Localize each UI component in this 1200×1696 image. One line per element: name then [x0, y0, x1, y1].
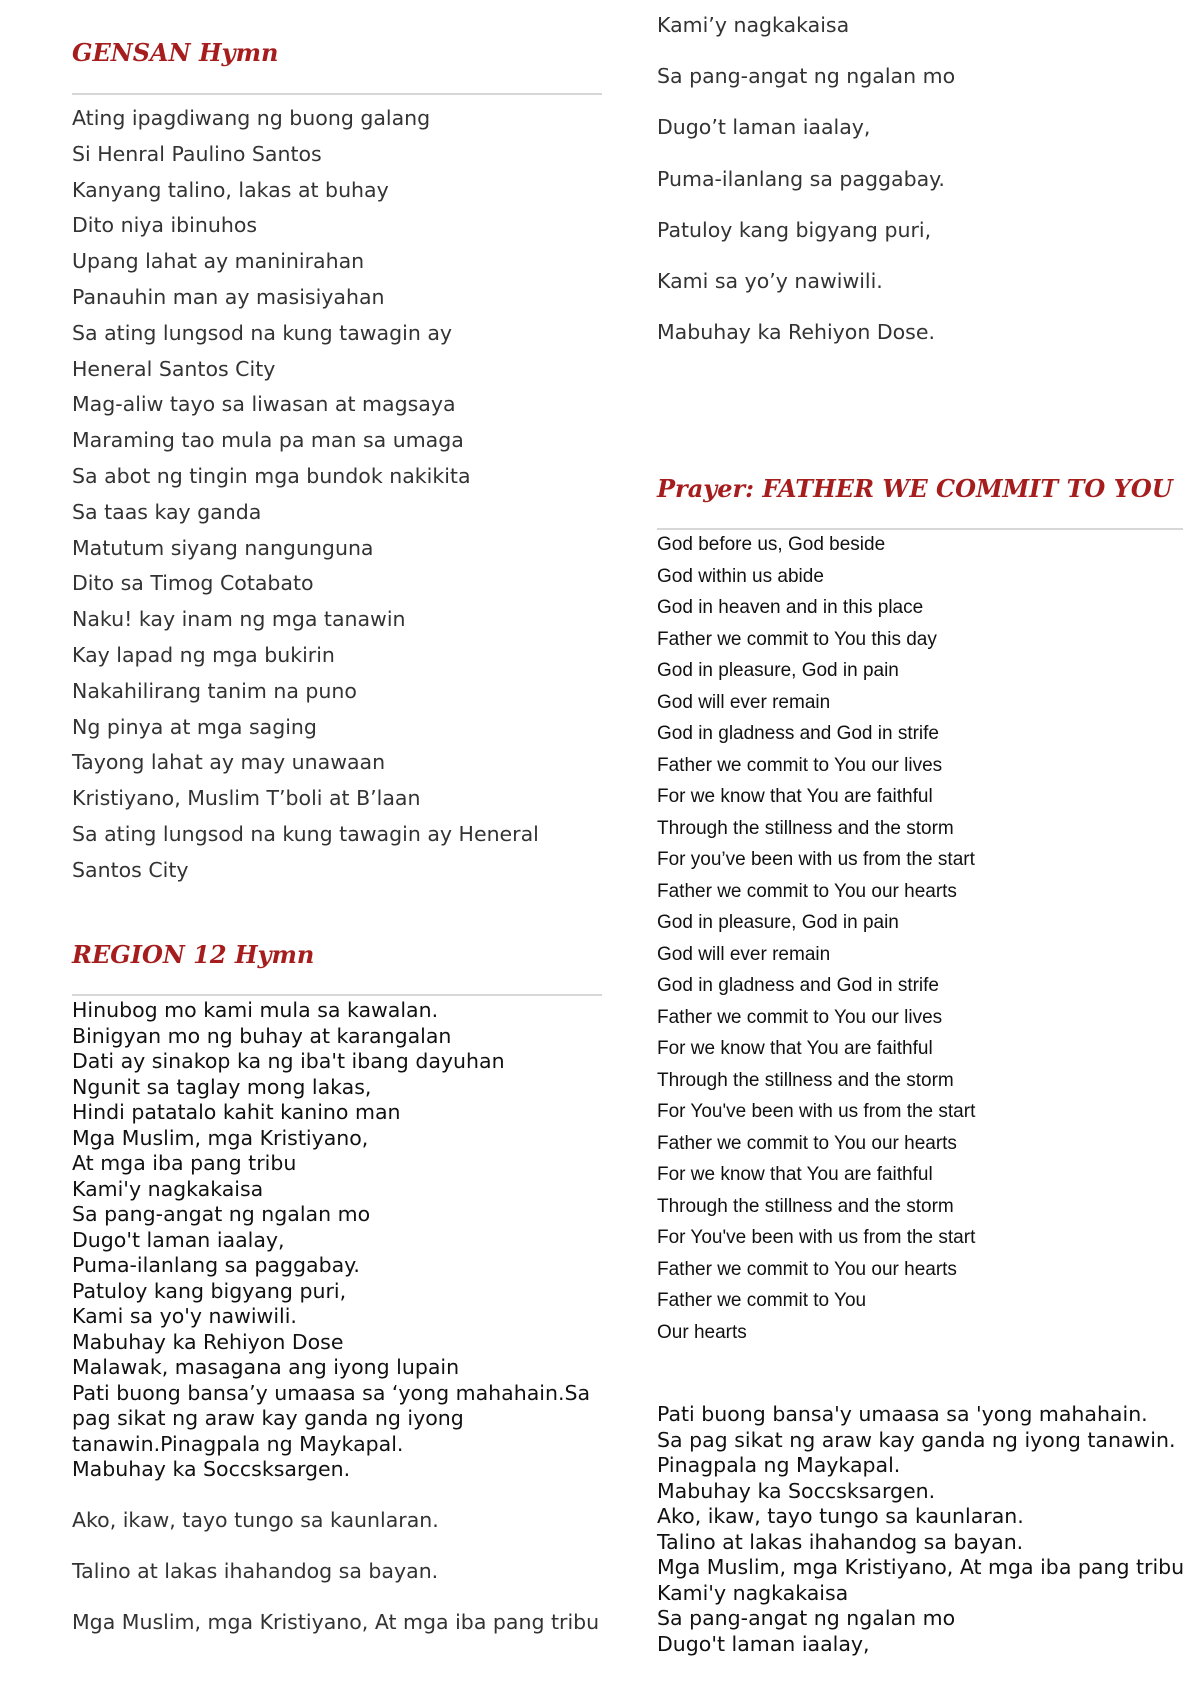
region12-continued-lyrics [657, 0, 955, 358]
lyric-line: Ating ipagdiwang ng buong galang [72, 106, 431, 130]
lyric-line: Panauhin man ay masisiyahan [72, 284, 385, 309]
lyric-line: Binigyan mo ng buhay at karangalan [72, 1023, 452, 1048]
lyric-line: Mabuhay ka Soccsksargen. [72, 1457, 351, 1481]
lyric-line: tanawin.Pinagpala ng Maykapal. [72, 1431, 404, 1456]
lyric-line: Father we commit to You our hearts [657, 1258, 957, 1280]
lyric-line: For we know that You are faithful [657, 786, 933, 807]
lyric-line: Mag-aliw tayo sa liwasan at magsaya [72, 392, 456, 417]
lyric-line: Father we commit to You our lives [657, 1006, 943, 1028]
lyric-line: God in pleasure, God in pain [657, 912, 899, 933]
lyric-line: At mga iba pang tribu [72, 1151, 297, 1175]
lyric-line: Heneral Santos City [72, 356, 276, 381]
lyric-line: For You've been with us from the start [657, 1227, 976, 1248]
lyric-line: Through the stillness and the storm [657, 817, 954, 839]
lyric-line: Father we commit to You our hearts [657, 880, 957, 902]
lyric-line: God before us, God beside [657, 534, 886, 555]
lyric-line: Pati buong bansa'y umaasa sa 'yong mahahain. [657, 1402, 1148, 1426]
lyric-line: Through the stillness and the storm [657, 1069, 954, 1091]
lyric-line: Talino at lakas ihahandog sa bayan. [657, 1529, 1024, 1554]
lyric-line: Hinubog mo kami mula sa kawalan. [72, 998, 439, 1022]
lyric-line: Nakahilirang tanim na puno [72, 678, 357, 703]
lyric-line: Kami'y nagkakaisa [72, 1176, 264, 1201]
lyric-line: God in pleasure, God in pain [657, 660, 899, 681]
lyric-line: For we know that You are faithful [657, 1164, 933, 1185]
lyric-line: Sa abot ng tingin mga bundok nakikita [72, 463, 471, 488]
lyric-line: pag sikat ng araw kay ganda ng iyong [72, 1406, 464, 1430]
lyric-line: Kristiyano, Muslim T’boli at B’laan [72, 786, 421, 811]
lyric-line: Pati buong bansa’y umaasa sa ‘yong mahahain.Sa [72, 1380, 591, 1405]
lyric-line: Kami sa yo'y nawiwili. [72, 1304, 297, 1328]
lyric-line: God will ever remain [657, 943, 831, 965]
lyric-line: Ako, ikaw, tayo tungo sa kaunlaran. [657, 1504, 1024, 1528]
lyric-line: Kami’y nagkakaisa [657, 13, 850, 37]
lyric-line: Dugo't laman iaalay, [657, 1631, 870, 1656]
lyric-line: Sa pag sikat ng araw kay ganda ng iyong tanawin. [657, 1427, 1176, 1452]
lyric-line: Dito sa Timog Cotabato [72, 571, 314, 596]
prayer-lyrics [657, 529, 975, 1348]
lyric-line: Mabuhay ka Rehiyon Dose. [657, 320, 935, 345]
lyric-line: For You've been with us from the start [657, 1101, 976, 1122]
lyric-line: Mabuhay ka Soccsksargen. [657, 1478, 936, 1503]
lyric-line: Mga Muslim, mga Kristiyano, At mga iba pang tribu [72, 1610, 600, 1635]
lyric-line: Sa ating lungsod na kung tawagin ay Heneral [72, 821, 539, 846]
lyric-line: Sa pang-angat ng ngalan mo [657, 64, 956, 89]
region12-hymn-title: REGION 12 Hymn [72, 940, 315, 969]
lyric-line: Talino at lakas ihahandog sa bayan. [72, 1559, 439, 1584]
lyric-line: Malawak, masagana ang iyong lupain [72, 1355, 460, 1379]
lyric-line: Kanyang talino, lakas at buhay [72, 177, 389, 202]
lyric-line: Mabuhay ka Rehiyon Dose [72, 1329, 344, 1354]
lyric-line: Through the stillness and the storm [657, 1195, 954, 1217]
lyric-line: Sa pang-angat ng ngalan mo [72, 1202, 371, 1226]
lyric-line: Dugo't laman iaalay, [72, 1227, 285, 1252]
lyric-line: Patuloy kang bigyang puri, [657, 217, 932, 242]
lyric-line: God within us abide [657, 565, 824, 587]
region12-final-lyrics [657, 1402, 1184, 1657]
lyric-line: Sa ating lungsod na kung tawagin ay [72, 320, 453, 345]
lyric-line: Sa pang-angat ng ngalan mo [657, 1606, 956, 1630]
lyric-line: God in heaven and in this place [657, 597, 924, 618]
lyric-line: Father we commit to You [657, 1290, 867, 1311]
lyric-line: Naku! kay inam ng mga tanawin [72, 607, 406, 632]
lyric-line: Patuloy kang bigyang puri, [72, 1278, 347, 1303]
lyric-line: Dati ay sinakop ka ng iba't ibang dayuhan [72, 1049, 505, 1073]
lyric-line: Dugo’t laman iaalay, [657, 115, 871, 140]
lyric-line: Kami sa yo’y nawiwili. [657, 269, 883, 294]
lyric-line: Sa taas kay ganda [72, 499, 262, 524]
lyric-line: Matutum siyang nangunguna [72, 535, 374, 560]
region12-divider [72, 994, 602, 996]
lyric-line: Upang lahat ay maninirahan [72, 249, 365, 274]
lyric-line: Father we commit to You our lives [657, 754, 943, 776]
lyric-line: Father we commit to You this day [657, 628, 937, 650]
lyric-line: Santos City [72, 857, 189, 882]
lyric-line: Mga Muslim, mga Kristiyano, [72, 1125, 369, 1150]
lyric-line: God in gladness and God in strife [657, 975, 940, 996]
lyric-line: Our hearts [657, 1321, 747, 1343]
lyric-line: Father we commit to You our hearts [657, 1132, 957, 1154]
gensan-divider [72, 93, 602, 95]
lyric-line: Dito niya ibinuhos [72, 213, 258, 238]
lyric-line: Pinagpala ng Maykapal. [657, 1453, 901, 1477]
lyric-line: Ako, ikaw, tayo tungo sa kaunlaran. [72, 1508, 439, 1532]
prayer-title: Prayer: FATHER WE COMMIT TO YOU [657, 474, 1173, 503]
gensan-hymn-title: GENSAN Hymn [72, 38, 279, 67]
lyric-line: For we know that You are faithful [657, 1038, 933, 1059]
lyric-line: Kay lapad ng mga bukirin [72, 642, 335, 667]
lyric-line: Puma-ilanlang sa paggabay. [657, 166, 945, 191]
region12-hymn-tail [72, 1495, 599, 1649]
lyric-line: Tayong lahat ay may unawaan [72, 750, 386, 775]
lyric-line: Ng pinya at mga saging [72, 714, 317, 739]
lyric-line: For you’ve been with us from the start [657, 849, 975, 870]
gensan-hymn-lyrics [72, 101, 539, 889]
region12-hymn-lyrics [72, 998, 590, 1483]
lyric-line: God will ever remain [657, 691, 831, 713]
lyric-line: Kami'y nagkakaisa [657, 1580, 849, 1605]
lyric-line: Maraming tao mula pa man sa umaga [72, 428, 464, 453]
lyric-line: Si Henral Paulino Santos [72, 141, 322, 166]
lyric-line: Ngunit sa taglay mong lakas, [72, 1074, 372, 1099]
lyric-line: Puma-ilanlang sa paggabay. [72, 1253, 360, 1277]
lyric-line: Mga Muslim, mga Kristiyano, At mga iba pang tribu [657, 1555, 1185, 1579]
lyric-line: Hindi patatalo kahit kanino man [72, 1100, 401, 1124]
lyric-line: God in gladness and God in strife [657, 723, 940, 744]
